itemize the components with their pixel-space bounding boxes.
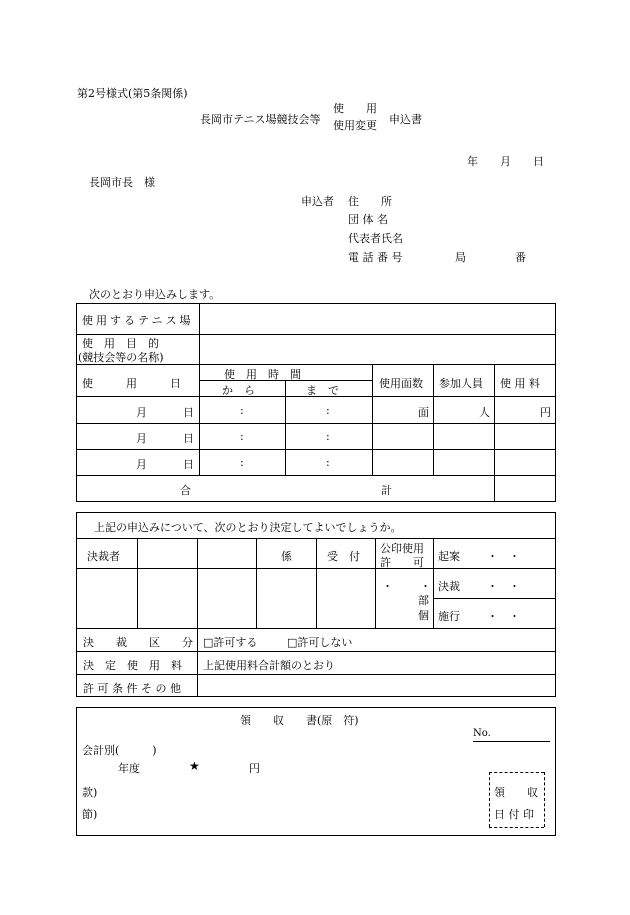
stamp-label-line1: 領 収 — [494, 786, 538, 799]
row3-to-colon: : — [326, 456, 330, 469]
stamp-box-top — [489, 772, 544, 773]
time-to-header: ま で — [306, 384, 339, 397]
shiko-label: 施行 — [438, 610, 460, 623]
phone-ban: 番 — [515, 251, 526, 264]
row3-from-colon: : — [240, 456, 244, 469]
conditions-label: 許 可 条 件 そ の 他 — [83, 682, 181, 695]
use-time-header: 使 用 時 間 — [224, 368, 301, 381]
receipt-title: 領 収 書(原 符) — [240, 714, 359, 727]
group-name-label: 団 体 名 — [348, 213, 388, 226]
receipt-yen-label: 円 — [249, 762, 260, 775]
addressee: 長岡市長 様 — [89, 176, 155, 189]
row1-month: 月 — [136, 406, 147, 419]
stamp-box-bottom — [489, 827, 544, 828]
setsu-label: 節) — [82, 808, 98, 821]
time-from-header: か ら — [222, 384, 255, 397]
title-prefix: 長岡市テニス場競技会等 — [200, 113, 321, 126]
tennis-court-label: 使用するテニス場 — [82, 314, 194, 327]
receipt-no-line — [473, 741, 550, 742]
area-count-header: 使用面数 — [379, 377, 423, 390]
account-label: 会計別( ) — [82, 744, 157, 757]
total-left: 合 — [180, 484, 191, 497]
representative-label: 代表者氏名 — [348, 232, 403, 245]
kan-label: 款) — [82, 786, 98, 799]
participants-header: 参加人員 — [439, 377, 483, 390]
seal-permit-label: 許 可 — [380, 556, 424, 569]
title-use-change: 使用変更 — [333, 119, 377, 132]
date-line: 年 月 日 — [467, 155, 544, 168]
total-right: 計 — [381, 484, 392, 497]
stamp-box-left — [489, 772, 490, 827]
kessai-label: 決裁 — [438, 580, 460, 593]
purpose-label: 使 用 目 的 — [82, 337, 159, 350]
row1-unit-yen: 円 — [540, 406, 551, 419]
seal-dot-left: ・ — [382, 580, 393, 593]
row3-day: 日 — [183, 458, 194, 471]
kian-label: 起案 — [438, 550, 460, 563]
row2-month: 月 — [136, 432, 147, 445]
row2-day: 日 — [183, 432, 194, 445]
use-date-header: 使 用 日 — [82, 377, 181, 390]
receipt-no-label: No. — [473, 728, 491, 739]
shiko-dots: ・ ・ — [487, 610, 520, 623]
row1-to-colon: : — [326, 404, 330, 417]
applicant-label: 申込者 — [301, 195, 334, 208]
row1-unit-men: 面 — [418, 406, 429, 419]
reception-label: 受 付 — [327, 550, 360, 563]
decided-fee-label: 決 定 使 用 料 — [83, 659, 182, 672]
star-mark: ★ — [189, 759, 200, 773]
row1-day: 日 — [183, 406, 194, 419]
intro-text: 次のとおり申込みします。 — [89, 288, 221, 301]
seal-use-label: 公印使用 — [380, 542, 424, 555]
kakari-label: 係 — [281, 550, 292, 563]
phone-kyoku: 局 — [455, 251, 466, 264]
stamp-box-right — [544, 772, 545, 827]
decision-question: 上記の申込みについて、次のとおり決定してよいでしょうか。 — [94, 521, 402, 534]
event-name-label: (競技会等の名称) — [78, 351, 164, 364]
row2-from-colon: : — [240, 430, 244, 443]
fee-header: 使 用 料 — [500, 377, 540, 390]
row3-month: 月 — [136, 458, 147, 471]
no-permit-checkbox[interactable]: □許可しない — [287, 636, 353, 649]
seal-dot-right: ・ — [420, 580, 431, 593]
title-suffix: 申込書 — [389, 113, 422, 126]
bu-label: 部 — [418, 594, 429, 607]
decided-fee-value: 上記使用料合計額のとおり — [203, 659, 335, 672]
kessai-dots: ・ ・ — [487, 580, 520, 593]
stamp-label-line2: 日 付 印 — [494, 808, 534, 821]
row1-from-colon: : — [240, 404, 244, 417]
kian-dots: ・ ・ — [487, 550, 520, 563]
decision-category-label: 決 裁 区 分 — [83, 636, 193, 649]
phone-label: 電 話 番 号 — [348, 251, 403, 264]
address-label: 住 所 — [348, 195, 392, 208]
title-use: 使 用 — [333, 102, 377, 115]
fiscal-year-label: 年度 — [118, 762, 140, 775]
form-number: 第2号様式(第5条関係) — [77, 87, 188, 100]
ko-label: 個 — [418, 609, 429, 622]
row1-unit-nin: 人 — [479, 406, 490, 419]
application-table — [76, 303, 556, 502]
approver-label: 決裁者 — [87, 550, 120, 563]
permit-checkbox[interactable]: □許可する — [203, 636, 258, 649]
row2-to-colon: : — [326, 430, 330, 443]
